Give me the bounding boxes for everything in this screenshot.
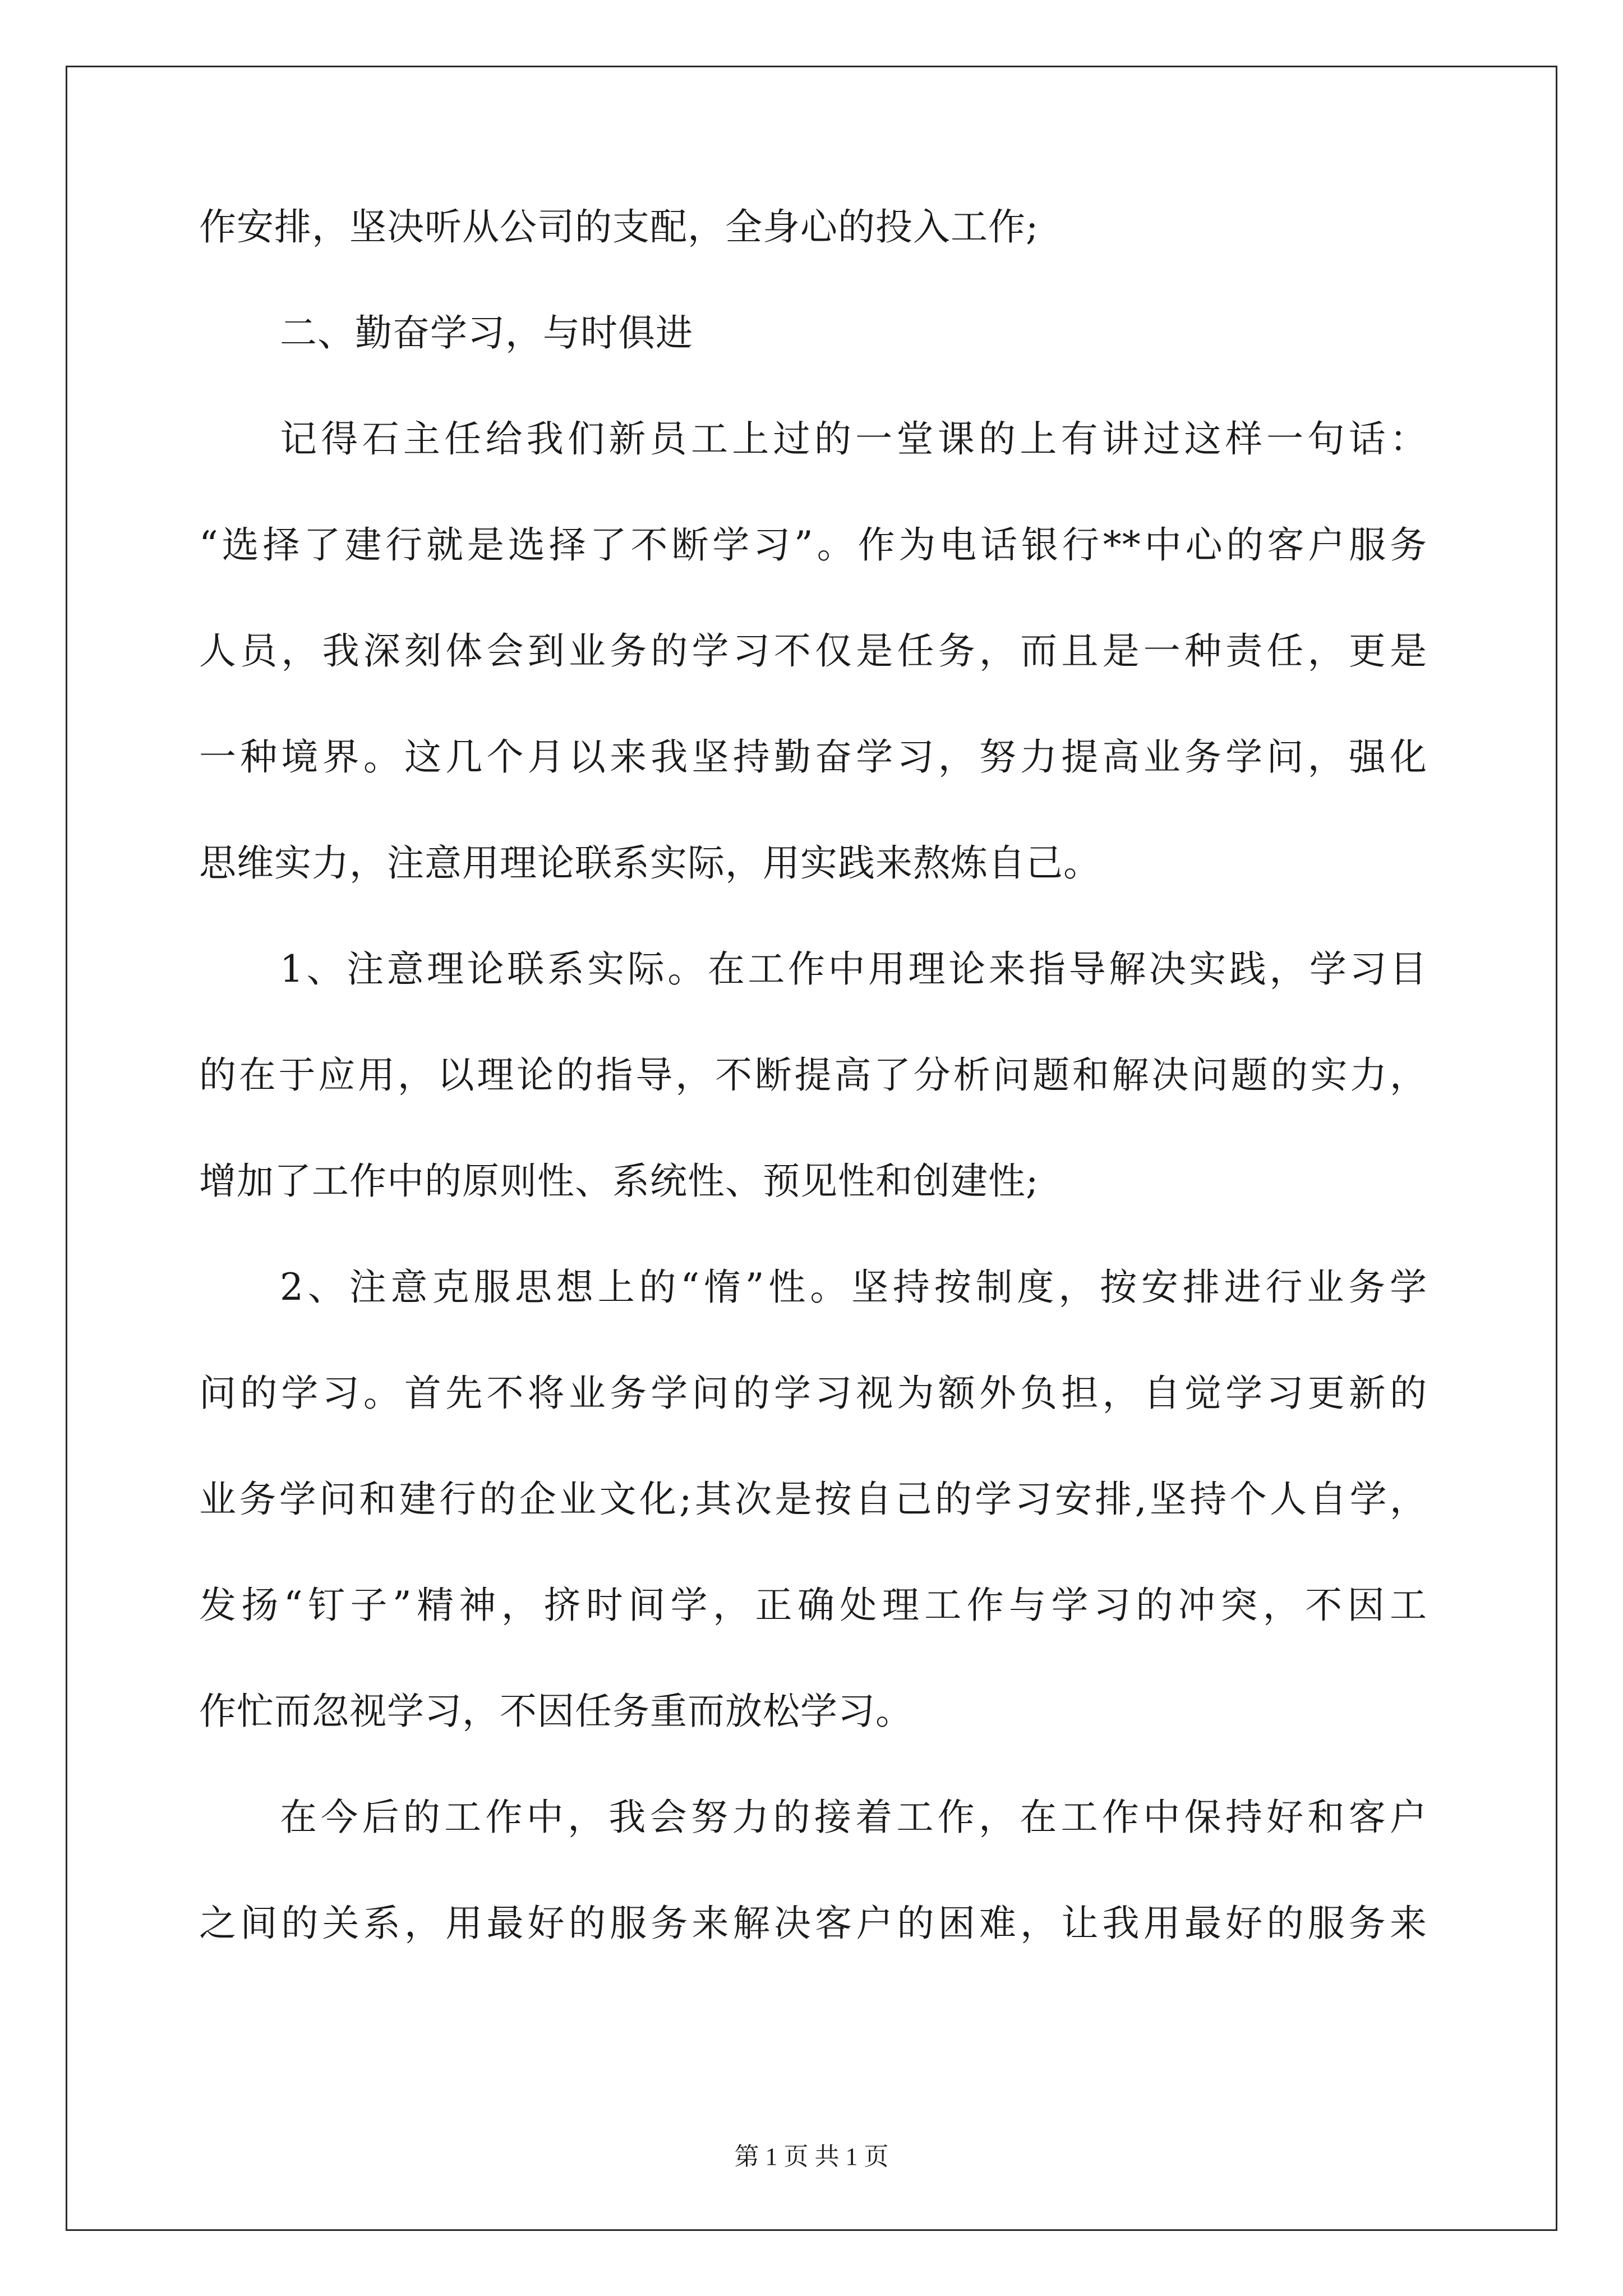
page-footer: 第 1 页 共 1 页 <box>734 2143 889 2170</box>
text-line-6: 一种境界。这几个月以来我坚持勤奋学习，努力提高业务学问，强化 <box>199 735 1427 779</box>
text-line-5: 人员，我深刻体会到业务的学习不仅是任务，而且是一种责任，更是 <box>199 629 1427 673</box>
text-line-2: 二、勤奋学习，与时俱进 <box>280 311 693 355</box>
text-line-4: “选择了建行就是选择了不断学习”。作为电话银行**中心的客户服务 <box>199 523 1427 567</box>
text-line-16: 在今后的工作中，我会努力的接着工作，在工作中保持好和客户 <box>280 1796 1427 1839</box>
text-line-7: 思维实力，注意用理论联系实际，用实践来熬炼自己。 <box>199 841 1101 885</box>
text-line-11: 2、注意克服思想上的“惰”性。坚持按制度，按安排进行业务学 <box>280 1266 1427 1309</box>
text-line-12: 问的学习。首先不将业务学问的学习视为额外负担，自觉学习更新的 <box>199 1372 1427 1415</box>
text-line-15: 作忙而忽视学习，不因任务重而放松学习。 <box>199 1690 913 1733</box>
text-line-14: 发扬“钉子”精神，挤时间学，正确处理工作与学习的冲突，不因工 <box>199 1584 1427 1627</box>
text-line-9: 的在于应用，以理论的指导，不断提高了分析问题和解决问题的实力， <box>199 1053 1427 1097</box>
text-line-8: 1、注意理论联系实际。在工作中用理论来指导解决实践，学习目 <box>280 947 1427 991</box>
text-line-10: 增加了工作中的原则性、系统性、预见性和创建性; <box>199 1159 1039 1203</box>
text-line-13: 业务学问和建行的企业文化;其次是按自己的学习安排,坚持个人自学， <box>199 1478 1427 1521</box>
text-line-17: 之间的关系，用最好的服务来解决客户的困难，让我用最好的服务来 <box>199 1902 1427 1945</box>
text-line-3: 记得石主任给我们新员工上过的一堂课的上有讲过这样一句话： <box>280 417 1427 461</box>
text-line-1: 作安排，坚决听从公司的支配，全身心的投入工作; <box>199 205 1039 249</box>
